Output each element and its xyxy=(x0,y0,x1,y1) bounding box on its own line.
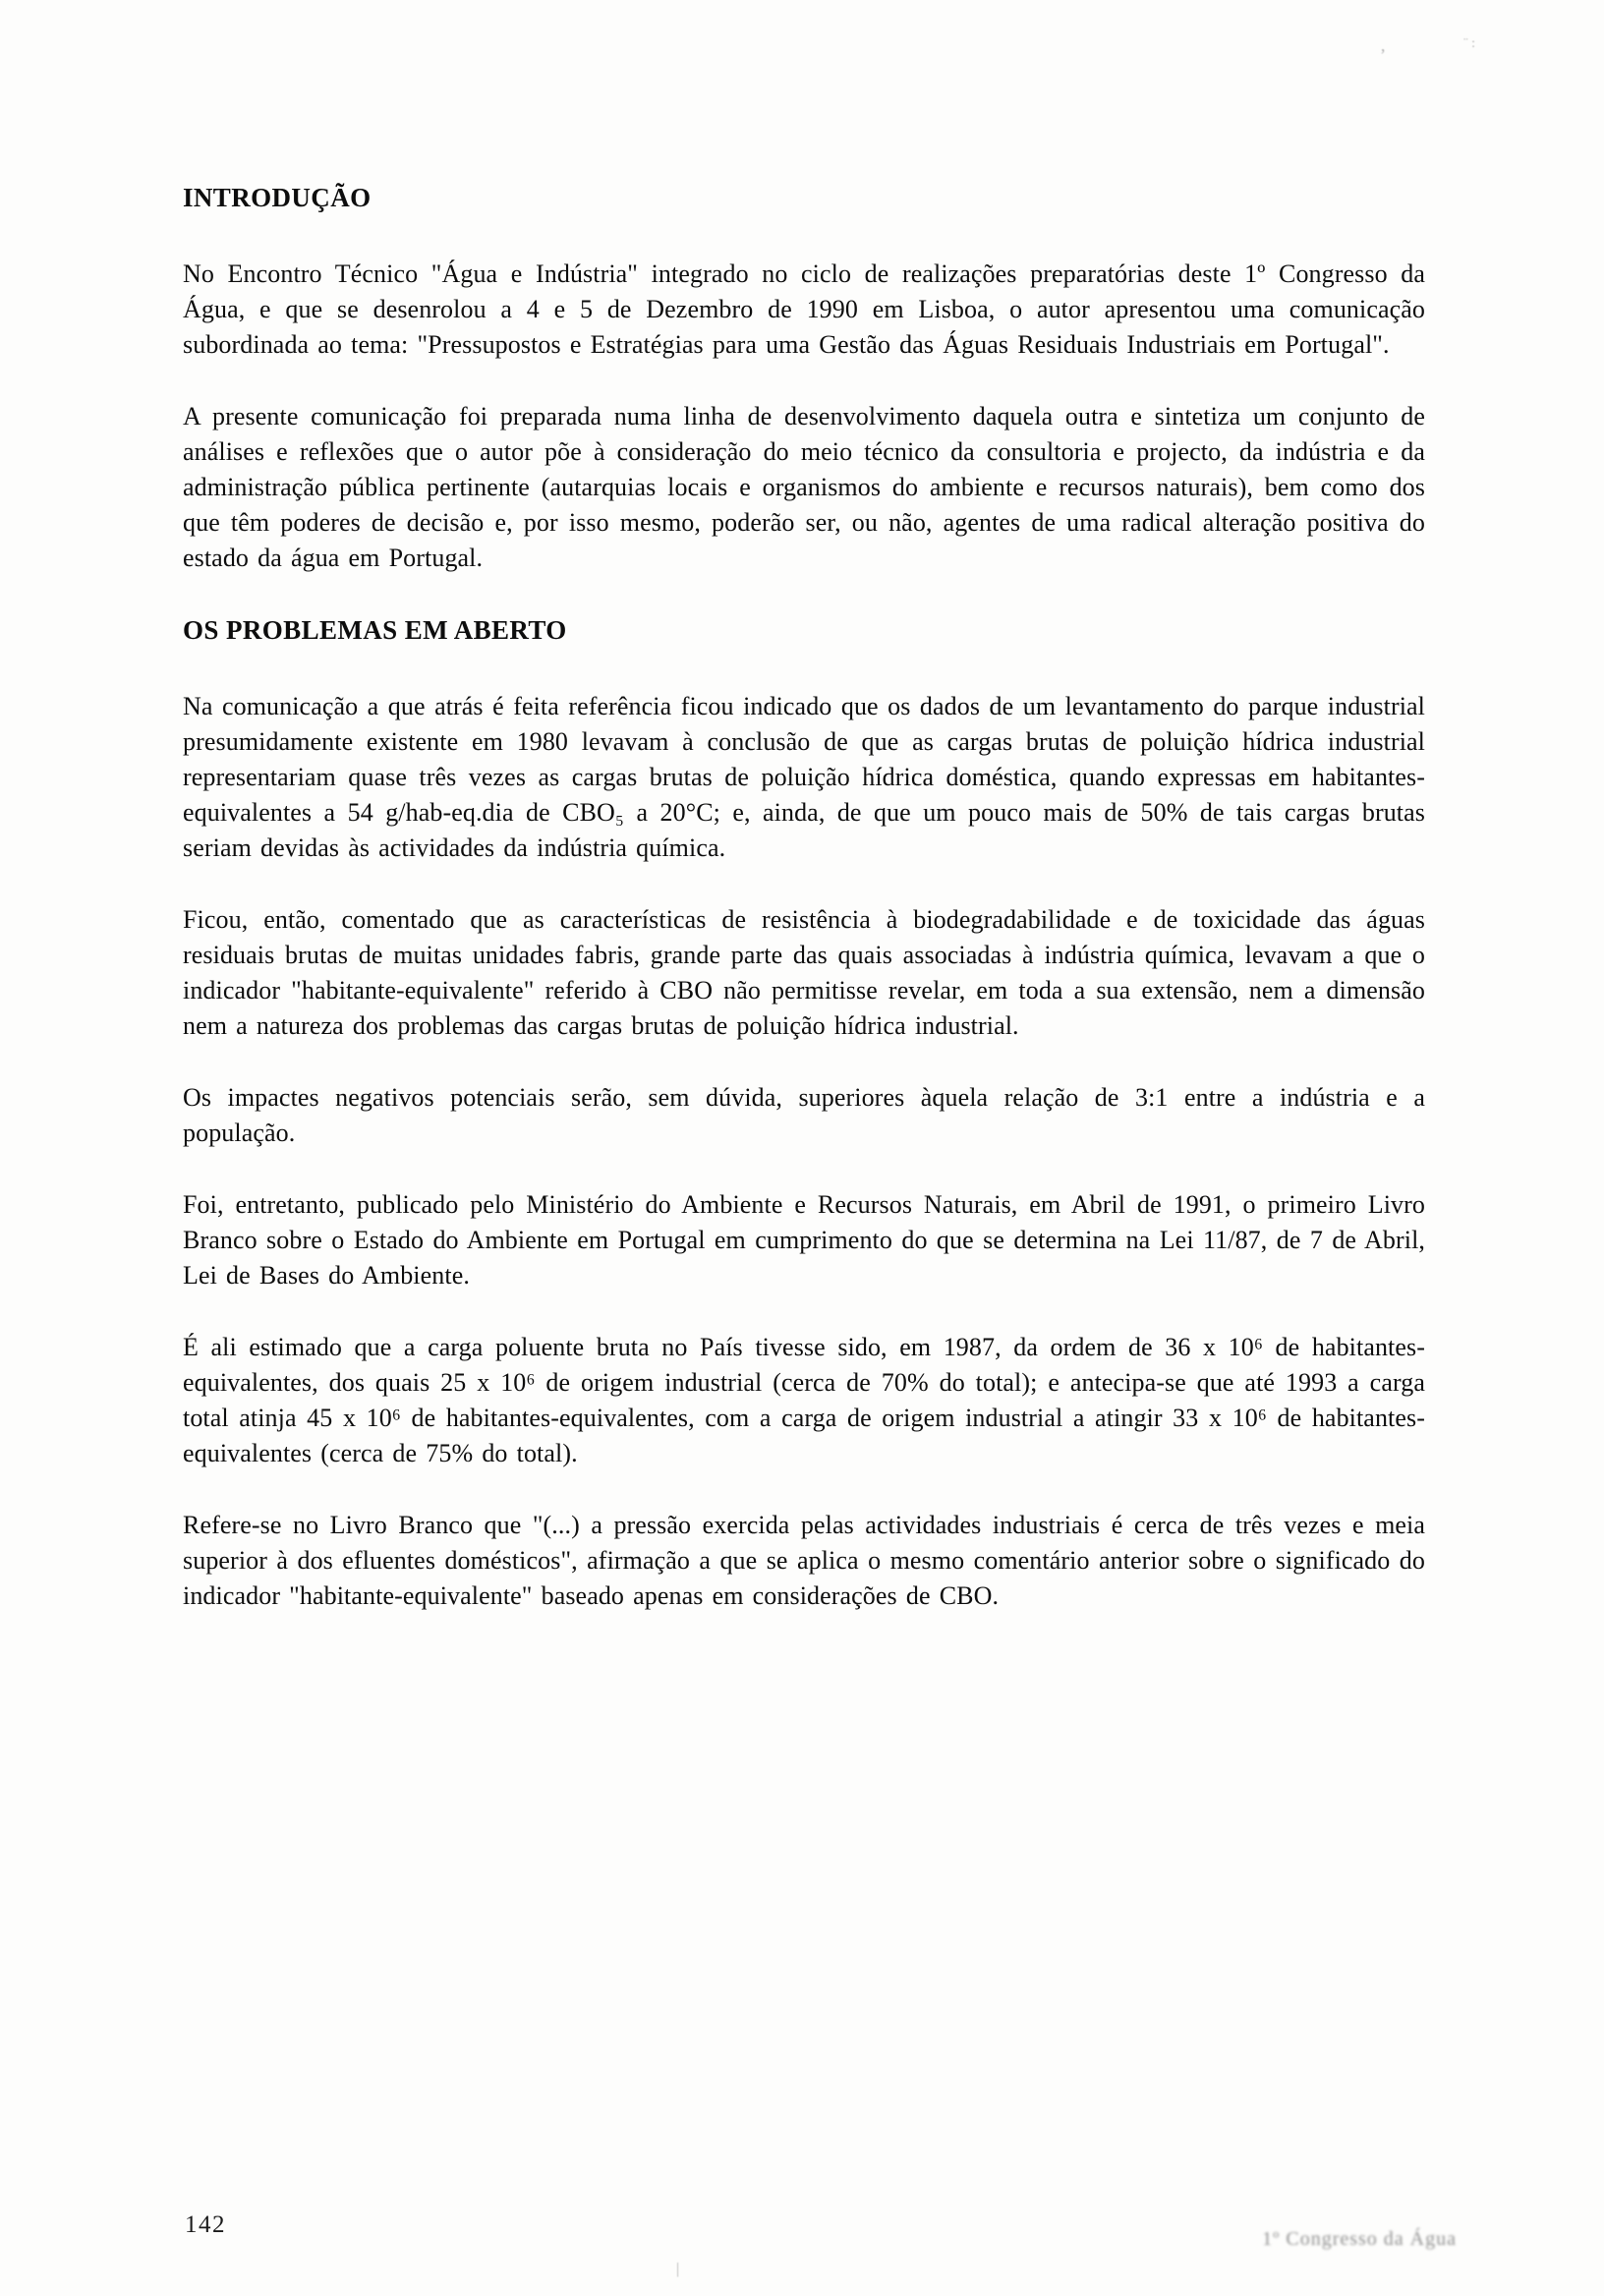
paragraph: No Encontro Técnico "Água e Indústria" integrado no ciclo de realizações preparatórias deste 1º Congresso da Água, e que se desenrolou a 4 e 5 de Dezembro de 1990 em Lisboa, o autor apresentou uma comunicação subordinada ao tema: "Pressupostos e Estratégias para uma Gestão das Águas Residuais Industriais em Portugal". xyxy=(183,259,1425,359)
paragraph: Refere-se no Livro Branco que "(...) a pressão exercida pelas actividades industriais é cerca de três vezes e meia superior à dos efluentes domésticos", afirmação a que se aplica o mesmo comentário anterior sobre o significado do indicador "habitante-equivalente" baseado apenas em considerações de CBO. xyxy=(183,1511,1425,1610)
footer-faded-text: 1º Congresso da Água xyxy=(1262,2228,1457,2250)
paragraph: Foi, entretanto, publicado pelo Ministério do Ambiente e Recursos Naturais, em Abril de 1991, o primeiro Livro Branco sobre o Estado do Ambiente em Portugal em cumprimento do que se determina na Lei 11/87, de 7 de Abril, Lei de Bases do Ambiente. xyxy=(183,1190,1425,1290)
scan-artifact: | xyxy=(676,2261,680,2277)
scan-artifact: ’ xyxy=(1380,45,1386,65)
section-introducao xyxy=(183,183,1425,576)
section-heading-os-problemas: OS PROBLEMAS EM ABERTO xyxy=(183,615,567,645)
paragraph: A presente comunicação foi preparada numa linha de desenvolvimento daquela outra e sintetiza um conjunto de análises e reflexões que o autor põe à consideração do meio técnico da consultoria e projecto, da indústria e da administração pública pertinente (autarquias locais e organismos do ambiente e recursos naturais), bem como dos que têm poderes de decisão e, por isso mesmo, poderão ser, ou não, agentes de uma radical alteração positiva do estado da água em Portugal. xyxy=(183,402,1425,572)
paragraph: É ali estimado que a carga poluente bruta no País tivesse sido, em 1987, da ordem de 36 x 10⁶ de habitantes-equivalentes, dos quais 25 x 10⁶ de origem industrial (cerca de 70% do total); e antecipa-se que até 1993 a carga total atinja 45 x 10⁶ de habitantes-equivalentes, com a carga de origem industrial a atingir 33 x 10⁶ de habitantes-equivalentes (cerca de 75% do total). xyxy=(183,1333,1425,1467)
paragraph: Na comunicação a que atrás é feita referência ficou indicado que os dados de um levantamento do parque industrial presumidamente existente em 1980 levavam à conclusão de que as cargas brutas de poluição hídrica industrial representariam quase três vezes as cargas brutas de poluição hídrica doméstica, quando expressas em habitantes-equivalentes a 54 g/hab-eq.dia de CBO₅ a 20°C; e, ainda, de que um pouco mais de 50% de tais cargas brutas seriam devidas às actividades da indústria química. xyxy=(183,692,1425,862)
scan-artifact: ¨ : xyxy=(1463,36,1476,51)
section-heading-introducao: INTRODUÇÃO xyxy=(183,183,372,212)
paragraph: Ficou, então, comentado que as características de resistência à biodegradabilidade e de toxicidade das águas residuais brutas de muitas unidades fabris, grande parte das quais associadas à indústria química, levavam a que o indicador "habitante-equivalente" referido à CBO não permitisse revelar, em toda a sua extensão, nem a dimensão nem a natureza dos problemas das cargas brutas de poluição hídrica industrial. xyxy=(183,905,1425,1040)
section-os-problemas-em-aberto xyxy=(183,615,1425,1614)
page-number: 142 xyxy=(185,2211,226,2238)
paragraph: Os impactes negativos potenciais serão, sem dúvida, superiores àquela relação de 3:1 entre a indústria e a população. xyxy=(183,1083,1425,1147)
